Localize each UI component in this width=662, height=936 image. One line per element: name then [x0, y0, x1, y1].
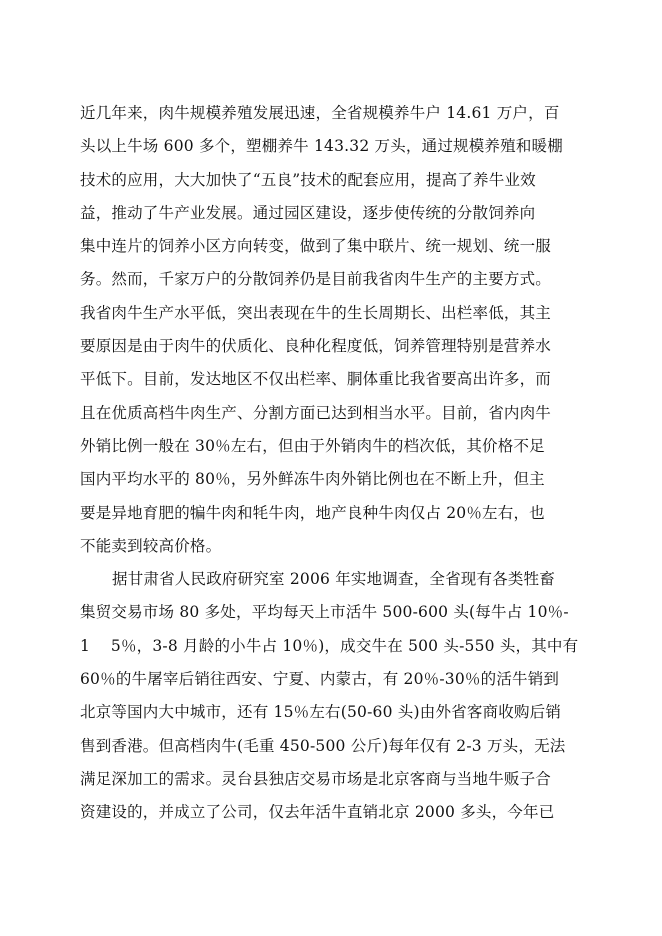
text-line: 技术的应用，大大加快了“五良”技术的配套应用，提高了养牛业效: [80, 170, 536, 189]
text-line: 集贸交易市场 80 多处，平均每天上市活牛 500-600 头(每牛占 10％-: [80, 603, 569, 622]
paragraph-1: [80, 97, 580, 563]
text-line: 60％的牛屠宰后销往西安、宁夏、内蒙古，有 20％-30％的活牛销到: [80, 670, 560, 689]
text-line: 资建设的，并成立了公司，仅去年活牛直销北京 2000 多头，今年已: [80, 803, 555, 822]
text-line: 务。然而，千家万户的分散饲养仍是目前我省肉牛生产的主要方式。: [80, 270, 552, 289]
paragraph-2: [80, 563, 580, 829]
text-line: 头以上牛场 600 多个，塑棚养牛 143.32 万头，通过规模养殖和暖棚: [80, 137, 563, 156]
text-line: 益，推动了牛产业发展。通过园区建设，逐步使传统的分散饲养向: [80, 203, 536, 222]
text-line: 我省肉牛生产水平低，突出表现在牛的生长周期长、出栏率低，其主: [80, 303, 552, 322]
document-body: [80, 97, 580, 830]
text-line: 要原因是由于肉牛的伏质化、良种化程度低，饲养管理特别是营养水: [80, 337, 552, 356]
text-line: 售到香港。但高档肉牛(毛重 450-500 公斤)每年仅有 2-3 万头，无法: [80, 736, 566, 755]
text-line: 国内平均水平的 80％，另外鲜冻牛肉外销比例也在不断上升，但主: [80, 470, 545, 489]
text-line: 不能卖到较高价格。: [80, 536, 222, 555]
text-line: 且在优质高档牛肉生产、分割方面已达到相当水平。目前，省内肉牛: [80, 403, 552, 422]
text-line: 集中连片的饲养小区方向转变，做到了集中联片、统一规划、统一服: [80, 237, 552, 256]
text-line: 平低下。目前，发达地区不仅出栏率、胴体重比我省要高出许多，而: [80, 370, 552, 389]
text-line: 北京等国内大中城市，还有 15％左右(50-60 头)由外省客商收购后销: [80, 703, 562, 722]
text-line: 1 5％，3-8 月龄的小牛占 10％)，成交牛在 500 头-550 头，其中有: [80, 636, 579, 655]
text-line: 近几年来，肉牛规模养殖发展迅速，全省规模养牛户 14.61 万户，百: [80, 104, 560, 122]
text-line: 外销比例一般在 30％左右，但由于外销肉牛的档次低，其价格不足: [80, 436, 545, 455]
text-line-indented: 据甘肃省人民政府研究室 2006 年实地调查，全省现有各类牲畜: [112, 570, 556, 589]
text-line: 满足深加工的需求。灵台县独店交易市场是北京客商与当地牛贩子合: [80, 769, 552, 788]
text-line: 要是异地育肥的犏牛肉和牦牛肉，地产良种牛肉仅占 20％左右，也: [80, 503, 545, 522]
